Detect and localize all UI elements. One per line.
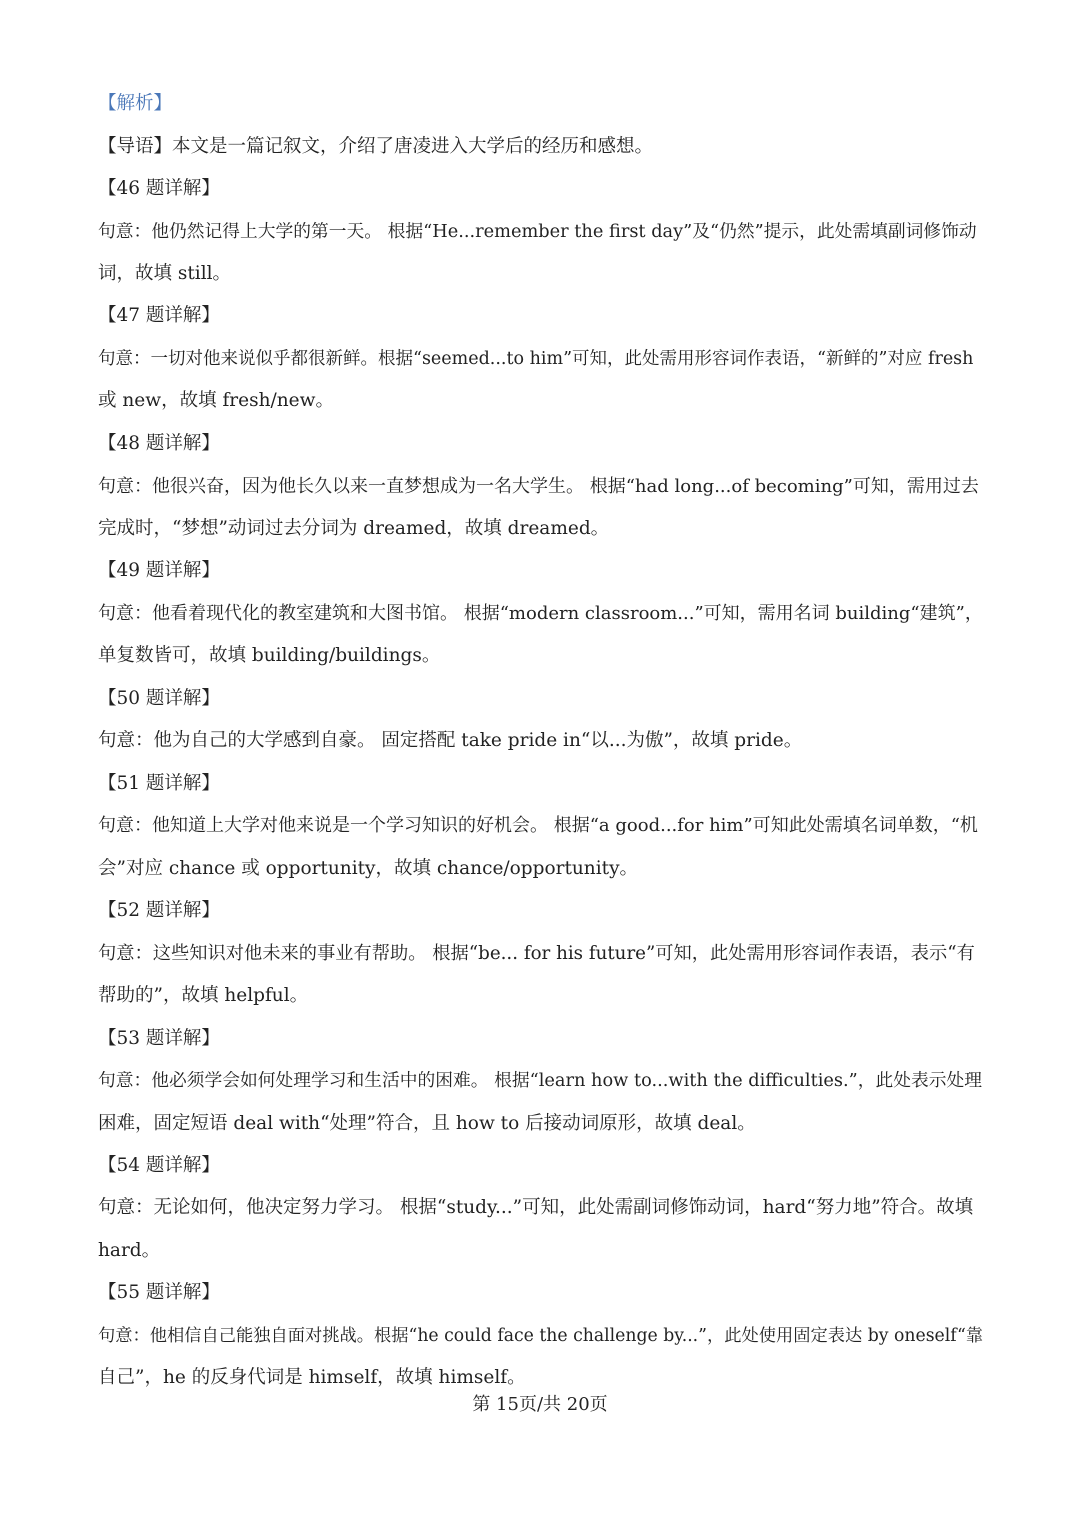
item-49-line-2: 单复数皆可，故填 building/buildings。 xyxy=(98,645,441,666)
item-48-label: 【48 题详解】 xyxy=(98,433,220,454)
item-54-line-2: hard。 xyxy=(98,1240,161,1261)
item-46-label: 【46 题详解】 xyxy=(98,178,220,199)
item-53-line-1: 句意：他必须学会如何处理学习和生活中的困难。 根据“learn how to...with the difficulties.”，此处表示处理 xyxy=(98,1071,982,1091)
item-55-line-1: 句意：他相信自己能独自面对挑战。根据“he could face the challenge by...”，此处使用固定表达 by oneself“靠 xyxy=(98,1326,984,1346)
item-46-line-2: 词，故填 still。 xyxy=(98,263,232,284)
item-47-label: 【47 题详解】 xyxy=(98,305,220,326)
item-47-line-1: 句意：一切对他来说似乎都很新鲜。根据“seemed...to him”可知，此处需用形容词作表语，“新鲜的”对应 fresh xyxy=(98,349,974,369)
item-51-label: 【51 题详解】 xyxy=(98,773,220,794)
item-47-line-2: 或 new，故填 fresh/new。 xyxy=(98,390,334,411)
intro-text: 【导语】本文是一篇记叙文，介绍了唐凌进入大学后的经历和感想。 xyxy=(98,136,654,157)
item-54-line-1: 句意：无论如何，他决定努力学习。 根据“study...”可知，此处需副词修饰动词，hard“努力地”符合。故填 xyxy=(98,1197,974,1218)
page-number-footer: 第 15页/共 20页 xyxy=(472,1394,608,1415)
item-51-line-1: 句意：他知道上大学对他来说是一个学习知识的好机会。 根据“a good...for him”可知此处需填名词单数，“机 xyxy=(98,815,978,836)
item-52-line-1: 句意：这些知识对他未来的事业有帮助。 根据“be... for his future”可知，此处需用形容词作表语，表示“有 xyxy=(98,943,975,964)
item-53-line-2: 困难，固定短语 deal with“处理”符合，且 how to 后接动词原形，故填 deal。 xyxy=(98,1113,756,1134)
item-49-label: 【49 题详解】 xyxy=(98,560,220,581)
item-49-line-1: 句意：他看着现代化的教室建筑和大图书馆。 根据“modern classroom...”可知，需用名词 building“建筑”， xyxy=(98,603,983,624)
item-54-label: 【54 题详解】 xyxy=(98,1155,220,1176)
item-50-label: 【50 题详解】 xyxy=(98,688,220,709)
item-52-line-2: 帮助的”，故填 helpful。 xyxy=(98,985,309,1006)
item-55-line-2: 自己”，he 的反身代词是 himself，故填 himself。 xyxy=(98,1367,526,1388)
item-50-line-1: 句意：他为自己的大学感到自豪。 固定搭配 take pride in“以...为傲”，故填 pride。 xyxy=(98,730,803,751)
item-51-line-2: 会”对应 chance 或 opportunity，故填 chance/opportunity。 xyxy=(98,858,639,879)
item-48-line-1: 句意：他很兴奋，因为他长久以来一直梦想成为一名大学生。 根据“had long...of becoming”可知，需用过去 xyxy=(98,476,979,497)
item-46-line-1: 句意：他仍然记得上大学的第一天。 根据“He...remember the first day”及“仍然”提示，此处需填副词修饰动 xyxy=(98,222,977,242)
item-48-line-2: 完成时，“梦想”动词过去分词为 dreamed，故填 dreamed。 xyxy=(98,518,610,539)
item-52-label: 【52 题详解】 xyxy=(98,900,220,921)
analysis-heading: 【解析】 xyxy=(98,93,173,114)
item-53-label: 【53 题详解】 xyxy=(98,1028,220,1049)
item-55-label: 【55 题详解】 xyxy=(98,1282,220,1303)
